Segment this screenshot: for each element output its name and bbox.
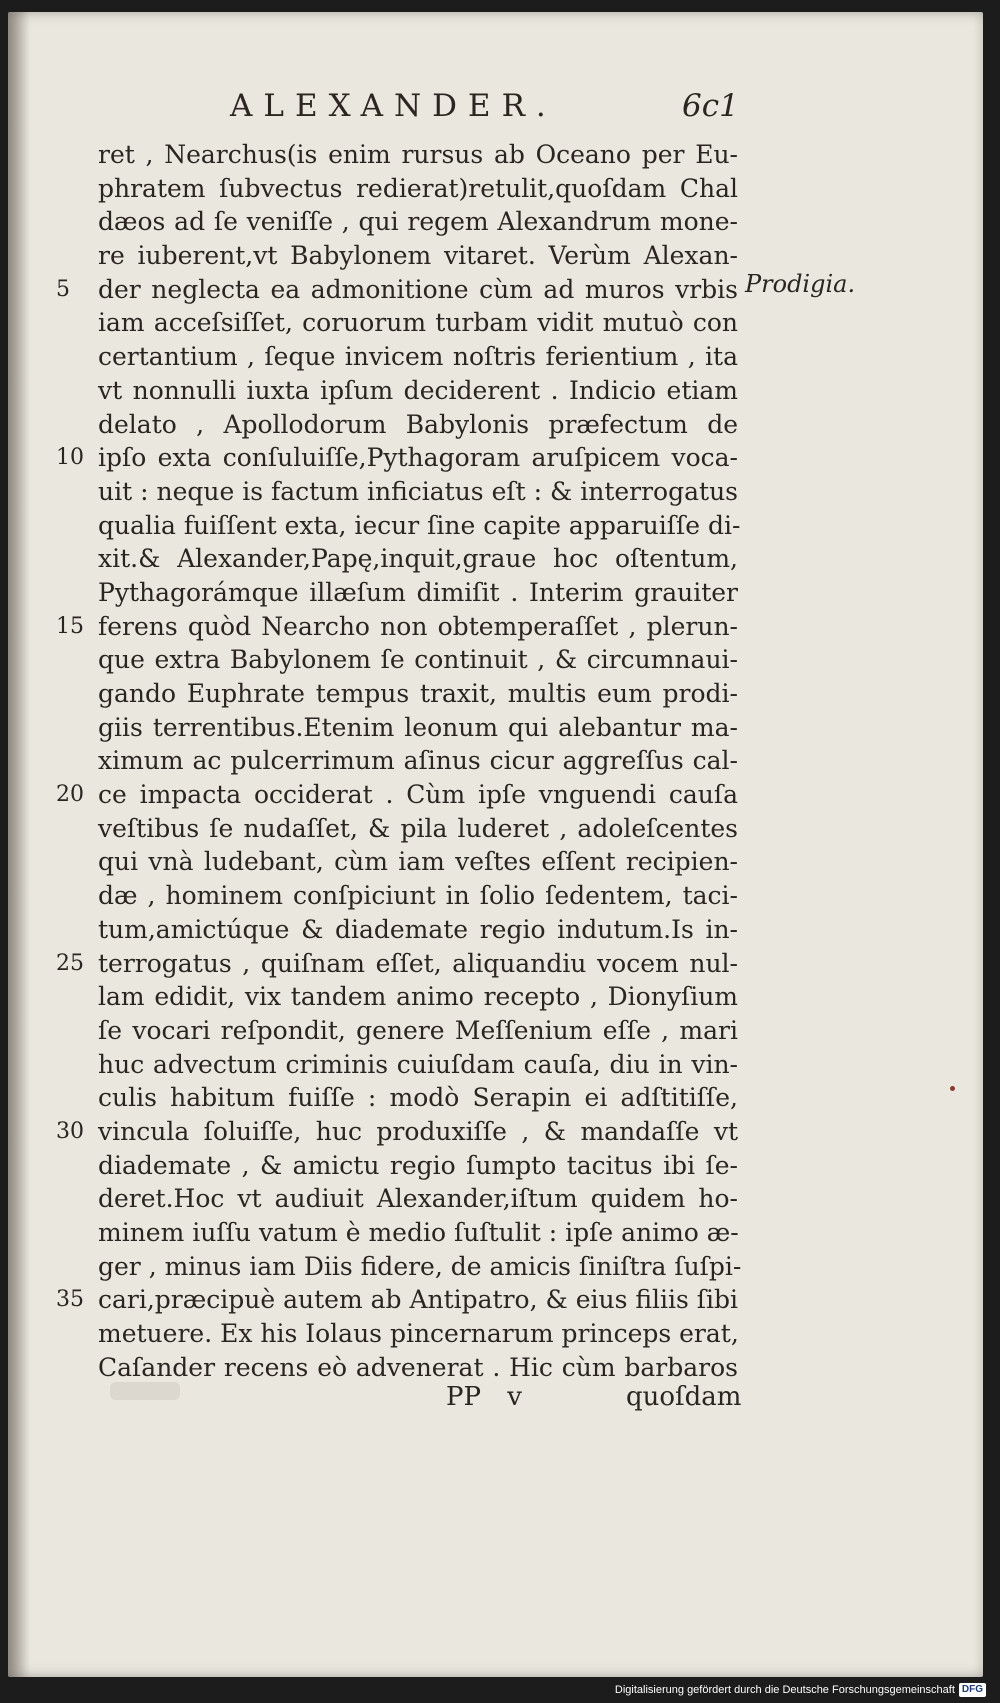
ink-smudge <box>110 1382 180 1400</box>
text-line <box>98 744 738 778</box>
text-line <box>98 1216 738 1250</box>
line-text: culis habitum fuiſſe : modò Serapin ei adſtitiſſe, <box>98 1083 738 1113</box>
text-line <box>56 441 738 475</box>
catchword: quoſdam <box>626 1382 742 1412</box>
text-line <box>98 711 738 745</box>
line-text: Pythagorámque illæſum dimiſit . Interim grauiter <box>98 577 738 607</box>
text-line <box>98 1351 738 1385</box>
line-text: vincula ſoluiſſe, huc produxiſſe , & mandaſſe vt <box>98 1116 738 1146</box>
line-text: iam acceſsiſſet, coruorum turbam vidit mutuò con <box>98 308 738 338</box>
line-text: veſtibus ſe nudaſſet, & pila luderet , adoleſcentes <box>98 813 738 843</box>
line-text: que extra Babylonem ſe continuit , & circumnaui- <box>98 645 738 675</box>
line-text: ce impacta occiderat . Cùm ipſe vnguendi cauſa <box>98 780 738 810</box>
text-line <box>98 1182 738 1216</box>
text-line <box>56 273 738 307</box>
line-text: vt nonnulli iuxta ipſum deciderent . Indicio etiam <box>98 375 738 405</box>
text-line <box>98 812 738 846</box>
text-block <box>56 138 742 1384</box>
line-number: 30 <box>56 1118 84 1144</box>
text-line <box>98 306 738 340</box>
line-text: uit : neque is factum inficiatus eſt : & interrogatus <box>98 476 738 506</box>
text-line <box>98 408 738 442</box>
text-line <box>56 610 738 644</box>
line-text: ſe vocari reſpondit, genere Meſſenium eſſe , mari <box>98 1015 738 1045</box>
signature-mark: PP v <box>446 1382 522 1412</box>
text-line <box>98 340 738 374</box>
line-text: Caſander recens eò advenerat . Hic cùm barbaros <box>98 1352 738 1382</box>
stain-mark <box>950 1086 955 1091</box>
line-number: 20 <box>56 782 84 808</box>
text-line <box>98 172 738 206</box>
line-text: huc advectum criminis cuiuſdam cauſa, diu in vin- <box>98 1049 738 1079</box>
footer-credit: Digitalisierung gefördert durch die Deutsche Forschungsgemeinschaft <box>614 1684 955 1696</box>
text-line <box>56 947 738 981</box>
text-line <box>98 374 738 408</box>
digitization-footer <box>615 1681 986 1699</box>
text-line <box>56 778 738 812</box>
text-line <box>98 677 738 711</box>
line-text: tum,amictúque & diademate regio indutum.Is in- <box>98 914 738 944</box>
text-line <box>98 980 738 1014</box>
text-line <box>98 1014 738 1048</box>
line-text: dæ , hominem conſpiciunt in ſolio ſedentem, taci- <box>98 881 738 911</box>
line-text: certantium , ſeque invicem noſtris ferientium , ita <box>98 342 738 372</box>
line-text: ximum ac pulcerrimum aſinus cicur aggreſſus cal- <box>98 746 738 776</box>
line-number: 5 <box>56 276 70 302</box>
line-number: 35 <box>56 1287 84 1313</box>
text-line <box>98 1250 742 1284</box>
line-text: qualia fuiſſent exta, iecur ſine capite apparuiſſe di- <box>98 510 741 540</box>
text-line <box>98 138 738 172</box>
margin-note: Prodigia. <box>745 270 856 298</box>
text-line <box>98 509 741 543</box>
line-text: xit.& Alexander,Papę,inquit,graue hoc oſtentum, <box>98 544 738 574</box>
line-text: minem iuſſu vatum è medio ſuſtulit : ipſe animo æ- <box>98 1218 739 1247</box>
text-line <box>98 205 738 239</box>
line-text: terrogatus , quiſnam eſſet, aliquandiu vocem nul- <box>98 948 738 978</box>
text-line <box>98 576 738 610</box>
line-text: gando Euphrate tempus traxit, multis eum prodi- <box>98 679 738 708</box>
line-text: ger , minus iam Diis fidere, de amicis ſiniſtra ſuſpi- <box>98 1251 742 1281</box>
text-line <box>56 1115 738 1149</box>
text-line <box>98 239 738 273</box>
text-line <box>98 475 738 509</box>
line-number: 15 <box>56 613 84 639</box>
line-number: 10 <box>56 445 84 471</box>
text-line <box>98 1081 738 1115</box>
page-gutter-shadow <box>8 12 30 1677</box>
line-text: metuere. Ex his Iolaus pincernarum princeps erat, <box>98 1319 739 1349</box>
text-line <box>98 845 738 879</box>
line-text: lam edidit, vix tandem animo recepto , Dionyſium <box>98 982 738 1012</box>
dfg-logo: DFG <box>959 1683 986 1697</box>
text-line <box>98 643 738 677</box>
line-text: der neglecta ea admonitione cùm ad muros vrbis <box>98 274 738 304</box>
line-text: phratem ſubvectus redierat)retulit,quoſdam Chal <box>98 173 738 203</box>
line-text: re iuberent,vt Babylonem vitaret. Verùm Alexan- <box>98 241 738 271</box>
line-text: diademate , & amictu regio ſumpto tacitus ibi ſe- <box>98 1150 738 1180</box>
page-number: 6c1 <box>682 88 739 124</box>
text-line <box>98 1317 738 1351</box>
text-line <box>98 1149 738 1183</box>
line-text: qui vnà ludebant, cùm iam veſtes eſſent recipien- <box>98 847 738 877</box>
text-line <box>98 1048 738 1082</box>
line-text: deret.Hoc vt audiuit Alexander,iſtum quidem ho- <box>98 1184 738 1214</box>
line-text: delato , Apollodorum Babylonis præfectum de <box>98 409 738 439</box>
text-line <box>56 1283 739 1317</box>
running-title: ALEXANDER. <box>230 88 557 124</box>
text-line <box>98 542 738 576</box>
line-text: cari,præcipuè autem ab Antipatro, & eius filiis ſibi <box>98 1285 739 1315</box>
line-text: ipſo exta conſuluiſſe,Pythagoram aruſpicem voca- <box>98 443 738 473</box>
line-text: ret , Nearchus(is enim rursus ab Oceano per Eu- <box>98 140 738 169</box>
line-number: 25 <box>56 950 84 976</box>
line-text: giis terrentibus.Etenim leonum qui alebantur ma- <box>98 712 738 742</box>
line-text: dæos ad ſe veniſſe , qui regem Alexandrum mone- <box>98 207 738 237</box>
text-line <box>98 913 738 947</box>
text-line <box>98 879 738 913</box>
line-text: ferens quòd Nearcho non obtemperaſſet , plerun- <box>98 611 738 641</box>
